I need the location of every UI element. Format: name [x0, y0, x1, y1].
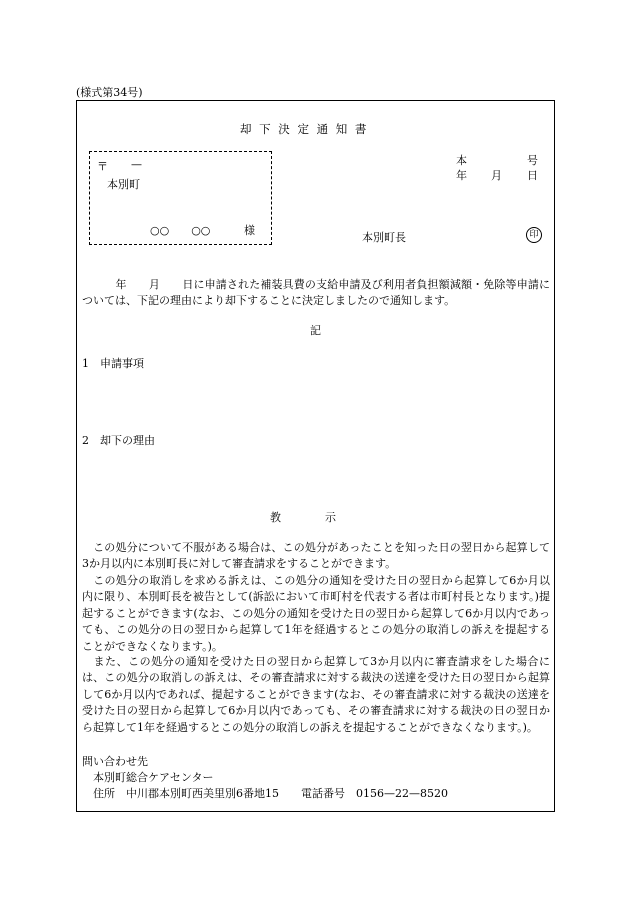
doc-number-go: 号: [527, 154, 538, 167]
section-reason: 2 却下の理由: [82, 434, 155, 447]
contact-heading: 問い合わせ先: [82, 755, 148, 768]
doc-number-hon: 本: [456, 154, 467, 167]
contact-org: 本別町総合ケアセンター: [82, 771, 214, 784]
notice-paragraph-2: この処分の取消しを求める訴えは、この処分の通知を受けた日の翌日から起算して6か月以内に限り、本別町長を被告として(訴訟において市町村を代表する者は市町村長となります。)提起することができます(なお、この処分の通知を受けた日の翌日から起算して6か月以内であっても、この処分の日の翌日から起算して1年を経過するとこの処分の取消しの訴えを提起することができなくなります。)。: [82, 574, 550, 653]
postal-dash: —: [131, 158, 142, 171]
ki-heading: 記: [310, 324, 321, 337]
notice-paragraph-1: この処分について不服がある場合は、この処分があったことを知った日の翌日から起算して3か月以内に本別町長に対して審査請求をすることができます。: [82, 541, 550, 571]
notice-paragraph-3: また、この処分の通知を受けた日の翌日から起算して3か月以内に審査請求をした場合には、この処分の取消しの訴えは、その審査請求に対する裁決の送達を受けた日の翌日から起算して6か月以内であれば、提起することができます(なお、その審査請求に対する裁決の送達を受けた日の翌日から起算して6か月以内であっても、その審査請求に対する裁決の日の翌日から起算して1年を経過するとこの処分の取消しの訴えを提起することができなくなります。)。: [82, 655, 550, 734]
honorific: 様: [244, 224, 255, 237]
issuer: 本別町長: [362, 231, 406, 244]
postal-mark: 〒: [97, 160, 108, 173]
intro-text: 年 月 日に申請された補装具費の支給申請及び利用者負担額減額・免除等申請については、下記の理由により却下することに決定しましたので通知します。: [82, 278, 550, 308]
addressee-town: 本別町: [107, 178, 140, 191]
section-application: 1 申請事項: [82, 357, 144, 370]
document-title: 却 下 決 定 通 知 書: [240, 122, 369, 136]
notice-title: 教 示: [270, 511, 336, 524]
seal-mark: 印: [526, 227, 542, 243]
form-number: (様式第34号): [76, 86, 143, 99]
date-year: 年: [456, 169, 467, 182]
date-day: 日: [527, 169, 538, 182]
contact-address: 住所 中川郡本別町西美里別6番地15 電話番号 0156—22—8520: [82, 787, 448, 800]
addressee-name: ○○ ○○: [150, 224, 211, 237]
date-month: 月: [491, 169, 502, 182]
